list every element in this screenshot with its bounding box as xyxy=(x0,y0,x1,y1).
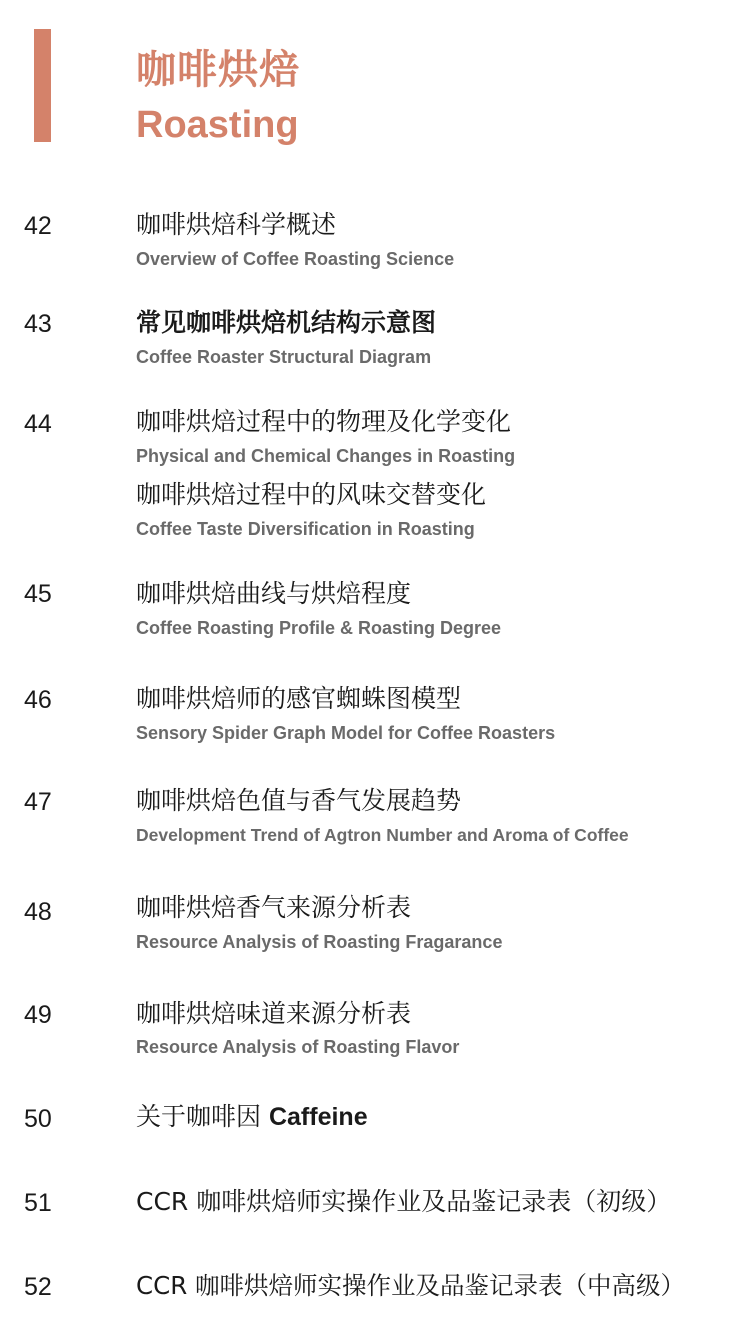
entry-title-chinese: 咖啡烘焙科学概述 xyxy=(136,210,337,239)
entry-title-chinese: 咖啡烘焙师的感官蜘蛛图模型 xyxy=(136,684,462,713)
page-number: 44 xyxy=(24,410,52,438)
page-number: 52 xyxy=(24,1273,52,1301)
entry-title-chinese: 咖啡烘焙香气来源分析表 xyxy=(136,893,412,922)
entry-title-english: Development Trend of Agtron Number and Aroma of Coffee xyxy=(136,825,629,845)
entry-title-chinese: 关于咖啡因 xyxy=(136,1102,262,1131)
page-number: 48 xyxy=(24,898,52,926)
section-title-english: Roasting xyxy=(136,104,299,146)
entry-title-english: Sensory Spider Graph Model for Coffee Roasters xyxy=(136,723,556,743)
page-number: 43 xyxy=(24,310,52,338)
page-number: 47 xyxy=(24,788,52,816)
entry-title-english: Coffee Roaster Structural Diagram xyxy=(136,347,432,367)
entry-title-english: Physical and Chemical Changes in Roasting xyxy=(136,446,516,466)
entry-title xyxy=(136,1100,368,1134)
entry-title-english: Resource Analysis of Roasting Flavor xyxy=(136,1037,460,1057)
entry-title-english: Coffee Roasting Profile & Roasting Degree xyxy=(136,618,502,638)
page-number: 50 xyxy=(24,1105,52,1133)
entry-title-english: Overview of Coffee Roasting Science xyxy=(136,249,455,269)
entry-title-english: Resource Analysis of Roasting Fragarance xyxy=(136,932,503,952)
entry-title-chinese: 常见咖啡烘焙机结构示意图 xyxy=(136,308,437,337)
page-number: 45 xyxy=(24,580,52,608)
page-number: 46 xyxy=(24,686,52,714)
section-title-chinese: 咖啡烘焙 xyxy=(136,47,300,93)
page-number: 49 xyxy=(24,1001,52,1029)
entry-title-chinese: 咖啡烘焙味道来源分析表 xyxy=(136,999,412,1028)
entry-title-chinese: 咖啡烘焙色值与香气发展趋势 xyxy=(136,786,462,815)
entry-title-chinese: CCR 咖啡烘焙师实操作业及品鉴记录表（初级） xyxy=(136,1187,672,1216)
accent-bar xyxy=(34,29,51,142)
entry-title-english: Caffeine xyxy=(268,1103,368,1131)
page-number: 42 xyxy=(24,212,52,240)
page-number: 51 xyxy=(24,1189,52,1217)
entry-title-chinese: 咖啡烘焙曲线与烘焙程度 xyxy=(136,579,412,608)
entry-subtitle-english: Coffee Taste Diversification in Roasting xyxy=(136,519,475,539)
entry-subtitle-chinese: 咖啡烘焙过程中的风味交替变化 xyxy=(136,480,487,509)
entry-title-chinese: 咖啡烘焙过程中的物理及化学变化 xyxy=(136,407,512,436)
entry-title-chinese: CCR 咖啡烘焙师实操作业及品鉴记录表（中高级） xyxy=(136,1271,686,1300)
